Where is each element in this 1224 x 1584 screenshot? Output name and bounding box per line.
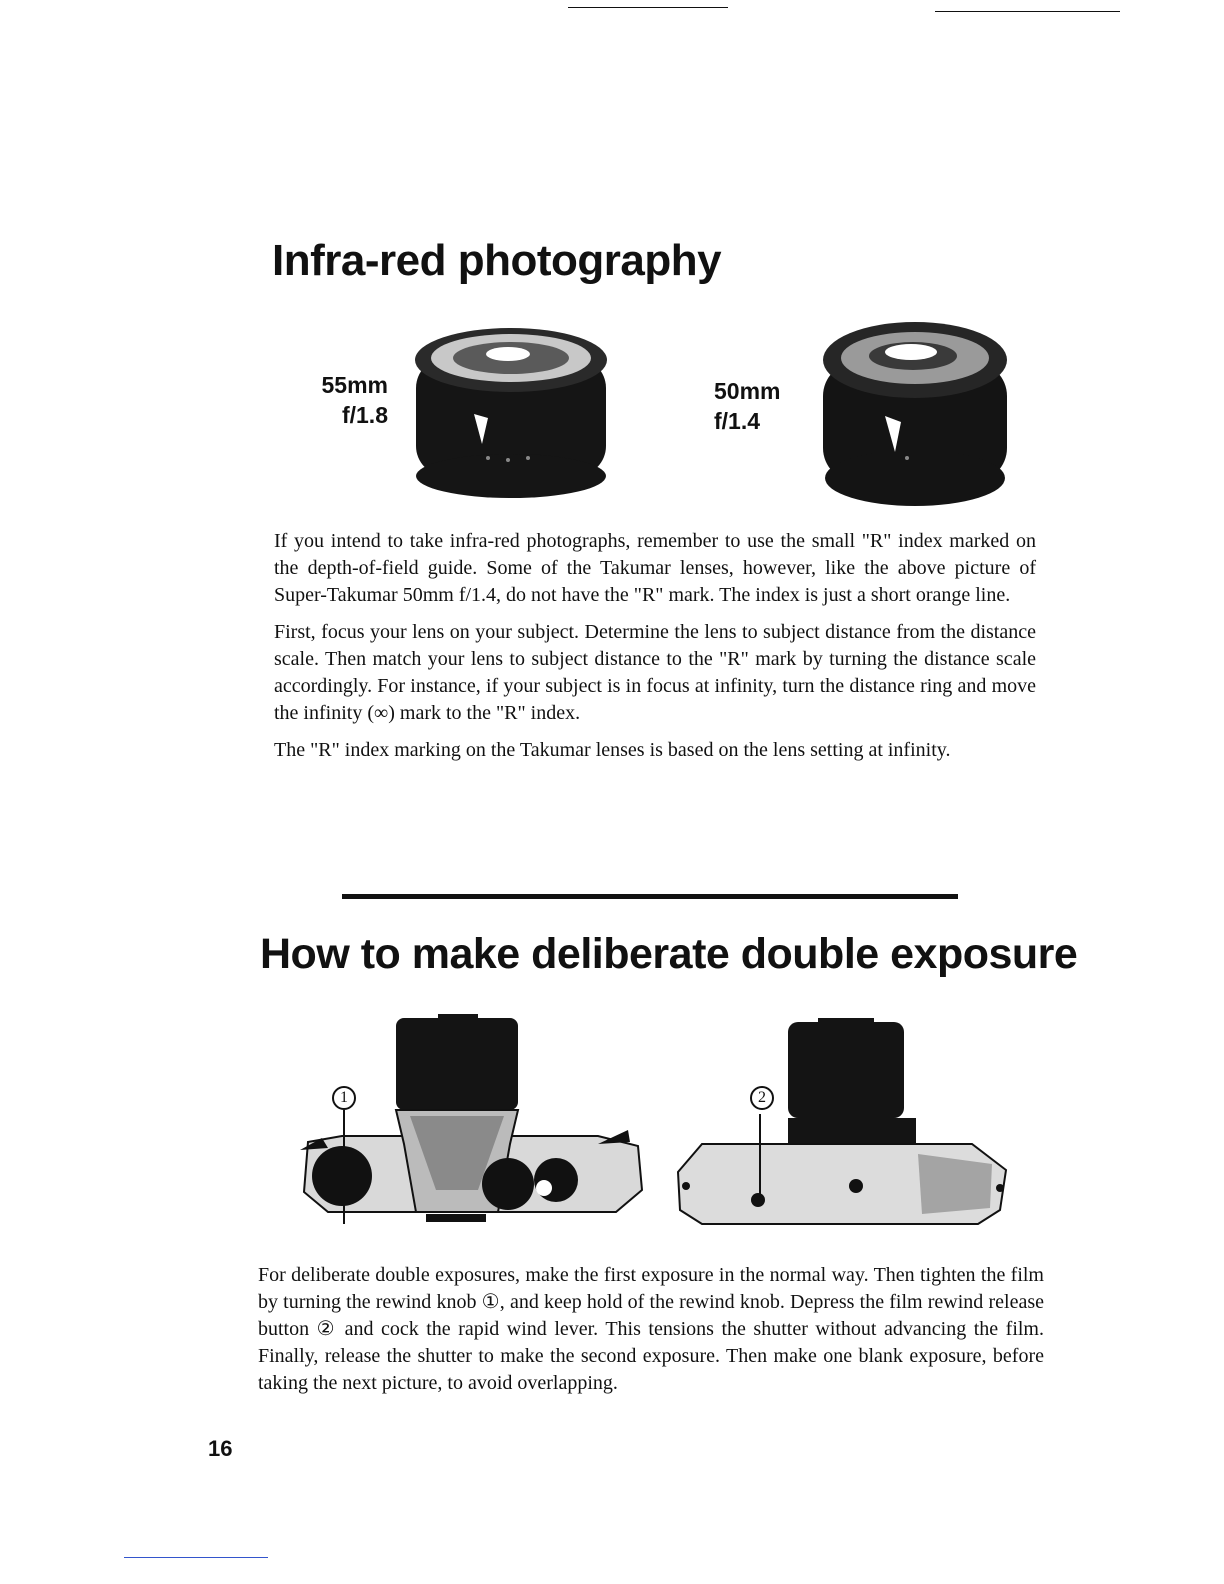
section-divider	[342, 894, 958, 899]
callout-1-rewind-knob: 1	[332, 1086, 356, 1110]
infra-red-paragraph-1: If you intend to take infra-red photographs, remember to use the small "R" index marked on the depth-of-field guide. Some of the Takumar lenses, however, like the above picture of Super-Takumar 50mm f/1.4, do not have the "R" mark. The index is just a short orange line.	[274, 530, 1036, 606]
infra-red-paragraph-2: First, focus your lens on your subject. Determine the lens to subject distance from the distance scale. Then match your lens to subject distance to the "R" mark by turning the distance scale accordingly. For instance, if your subject is in focus at infinity, turn the distance ring and move the infinity (∞) mark to the "R" index.	[274, 621, 1036, 724]
lens-left-focal: 55mm	[321, 372, 388, 398]
lens-left-aperture: f/1.8	[341, 402, 388, 428]
infra-red-heading: Infra-red photography	[272, 236, 722, 285]
page-number: 16	[208, 1436, 233, 1461]
bottom-scan-mark	[124, 1557, 268, 1558]
infra-red-body	[274, 528, 1036, 764]
top-scan-mark-right	[935, 11, 1120, 12]
double-exposure-paragraph: For deliberate double exposures, make the first exposure in the normal way. Then tighten the film by turning the rewind knob ①, and keep hold of the rewind knob. Depress the film rewind release button ② and cock the rapid wind lever. This tensions the shutter without advancing the film. Finally, release the shutter to make the second exposure. Then make one blank exposure, before taking the next picture, to avoid overlapping.	[258, 1264, 1044, 1394]
lens-left-label	[290, 370, 388, 430]
infra-red-paragraph-3: The "R" index marking on the Takumar lenses is based on the lens setting at infinity.	[274, 739, 951, 761]
callout-2-rewind-release-button: 2	[750, 1086, 774, 1110]
lens-right-aperture: f/1.4	[714, 408, 761, 434]
lens-50mm-photo	[815, 312, 1015, 512]
top-scan-mark-left	[568, 7, 728, 8]
lens-right-label	[714, 376, 802, 436]
lens-55mm-photo	[408, 318, 618, 498]
camera-bottom-view-photo	[672, 1014, 1012, 1228]
lens-right-focal: 50mm	[714, 378, 781, 404]
camera-top-view-photo	[298, 1010, 650, 1230]
double-exposure-heading: How to make deliberate double exposure	[260, 930, 1078, 978]
